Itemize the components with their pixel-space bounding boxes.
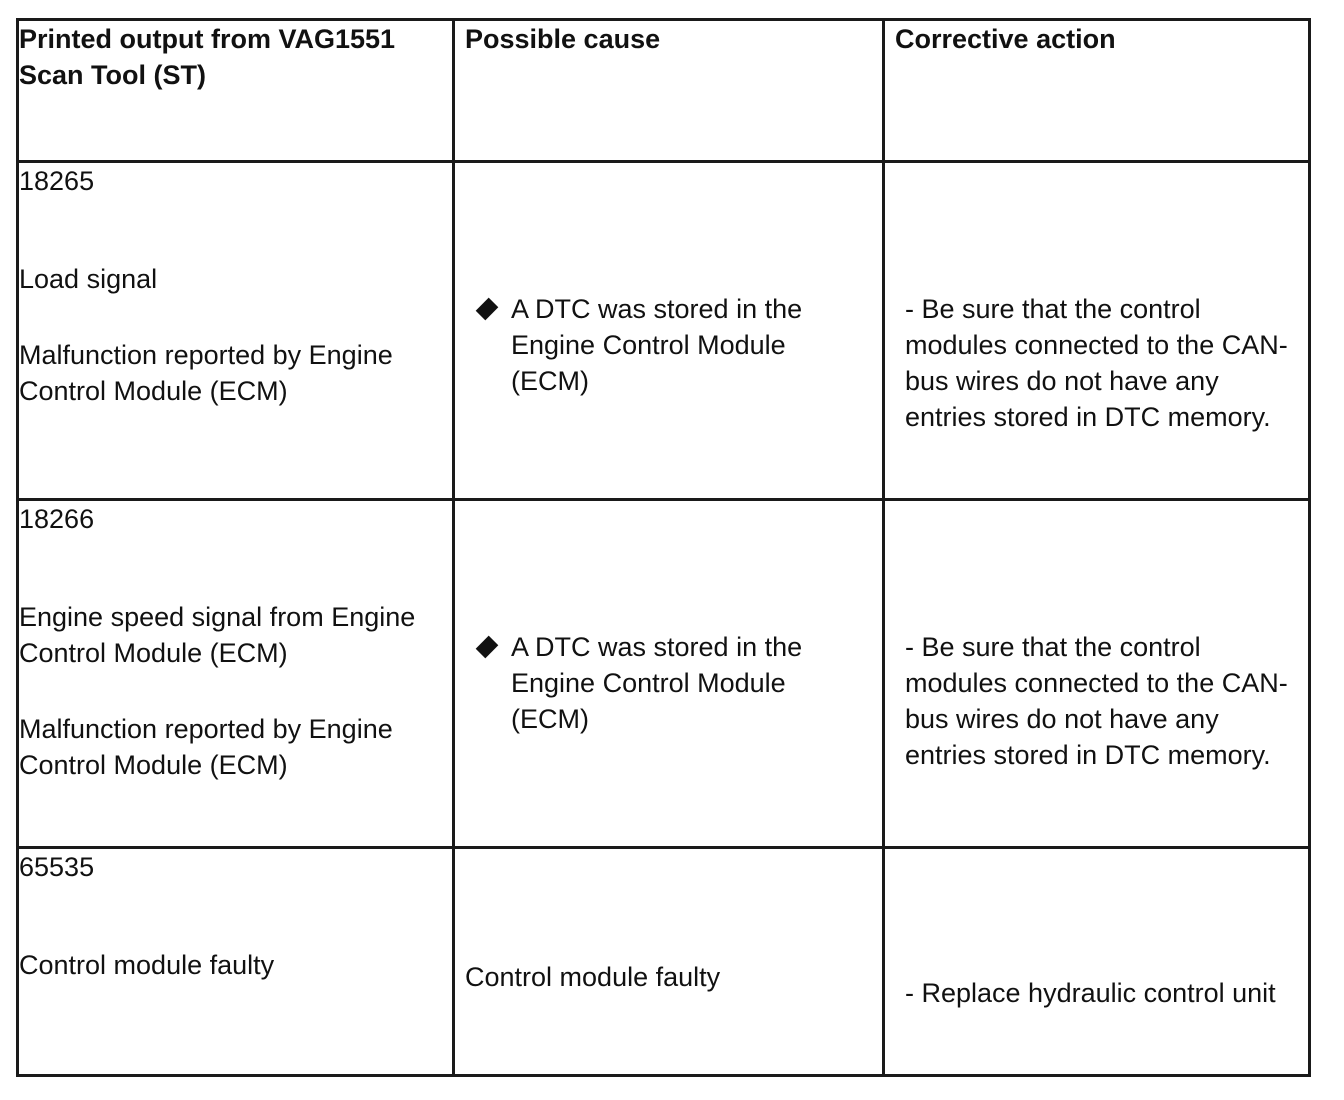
- fault-code: 65535: [19, 852, 95, 882]
- fault-code-table: [16, 18, 1311, 1077]
- possible-cause-cell: [454, 848, 884, 1076]
- fault-description: Load signal: [19, 264, 158, 294]
- table-row: [18, 848, 1310, 1076]
- header-printed-output: Printed output from VAG1551 Scan Tool (ST): [18, 20, 454, 162]
- corrective-action-cell: [884, 162, 1310, 500]
- fault-description: Malfunction reported by Engine Control Module (ECM): [19, 340, 393, 406]
- printed-output-cell: [18, 162, 454, 500]
- diamond-bullet-icon: [476, 636, 499, 659]
- fault-description: Malfunction reported by Engine Control Module (ECM): [19, 714, 393, 780]
- printed-output-cell: [18, 848, 454, 1076]
- corrective-action-cell: [884, 500, 1310, 848]
- fault-code: 18266: [19, 504, 95, 534]
- fault-code: 18265: [19, 166, 95, 196]
- diamond-bullet-icon: [476, 298, 499, 321]
- corrective-action-text: - Replace hydraulic control unit: [905, 978, 1276, 1008]
- header-corrective-action: Corrective action: [884, 20, 1310, 162]
- corrective-action-text: - Be sure that the control modules connected to the CAN-bus wires do not have any entries stored in DTC memory.: [905, 632, 1288, 770]
- possible-cause-cell: [454, 500, 884, 848]
- table-header-row: [18, 20, 1310, 162]
- table-row: [18, 500, 1310, 848]
- fault-description: Engine speed signal from Engine Control Module (ECM): [19, 602, 416, 668]
- table-row: [18, 162, 1310, 500]
- possible-cause-text: Control module faulty: [465, 962, 721, 992]
- possible-cause-text: A DTC was stored in the Engine Control Module (ECM): [511, 294, 803, 396]
- possible-cause-cell: [454, 162, 884, 500]
- possible-cause-text: A DTC was stored in the Engine Control Module (ECM): [511, 632, 803, 734]
- fault-description: Control module faulty: [19, 950, 275, 980]
- header-possible-cause: Possible cause: [454, 20, 884, 162]
- corrective-action-cell: [884, 848, 1310, 1076]
- printed-output-cell: [18, 500, 454, 848]
- corrective-action-text: - Be sure that the control modules connected to the CAN-bus wires do not have any entries stored in DTC memory.: [905, 294, 1288, 432]
